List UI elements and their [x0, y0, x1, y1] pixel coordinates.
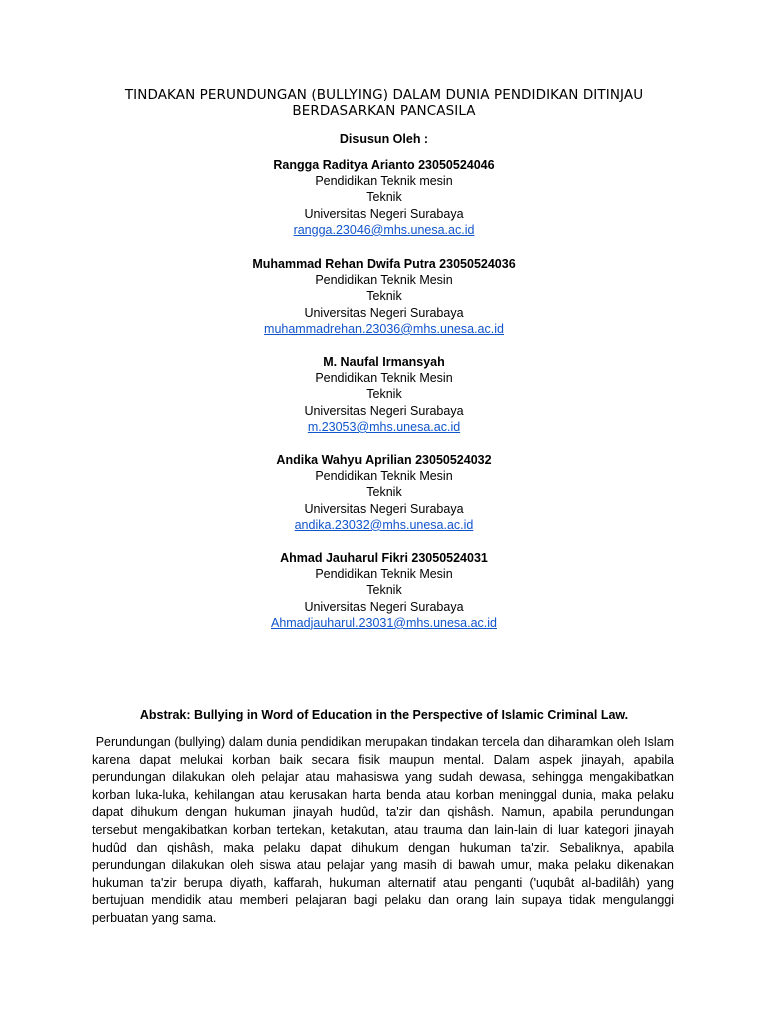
- abstract-label: Abstrak:: [139, 708, 191, 722]
- author-faculty: Teknik: [366, 387, 402, 402]
- paper-title-line-2: BERDASARKAN PANCASILA: [292, 103, 476, 119]
- abstract-heading: [0, 707, 768, 723]
- paper-title-line-1: TINDAKAN PERUNDUNGAN (BULLYING) DALAM DUNIA PENDIDIKAN DITINJAU: [124, 87, 644, 103]
- author-name: Rangga Raditya Arianto 23050524046: [273, 158, 495, 172]
- author-faculty: Teknik: [366, 289, 402, 304]
- author-email-link[interactable]: rangga.23046@mhs.unesa.ac.id: [293, 222, 475, 237]
- author-program: Pendidikan Teknik mesin: [315, 174, 453, 189]
- author-email-link[interactable]: m.23053@mhs.unesa.ac.id: [307, 419, 461, 434]
- author-faculty: Teknik: [366, 583, 402, 598]
- author-block: [0, 550, 768, 631]
- author-email-link[interactable]: muhammadrehan.23036@mhs.unesa.ac.id: [264, 321, 504, 336]
- paper-title: [0, 87, 768, 119]
- author-name: Muhammad Rehan Dwifa Putra 23050524036: [252, 257, 516, 271]
- author-program: Pendidikan Teknik Mesin: [315, 567, 453, 582]
- author-block: [0, 256, 768, 337]
- author-university: Universitas Negeri Surabaya: [304, 403, 464, 418]
- author-name: Andika Wahyu Aprilian 23050524032: [276, 453, 492, 467]
- author-name: Ahmad Jauharul Fikri 23050524031: [280, 551, 488, 565]
- author-email-link[interactable]: Ahmadjauharul.23031@mhs.unesa.ac.id: [270, 615, 498, 630]
- author-block: [0, 452, 768, 533]
- abstract-english-title: Bullying in Word of Education in the Perspective of Islamic Criminal Law.: [194, 708, 629, 722]
- author-email-link[interactable]: andika.23032@mhs.unesa.ac.id: [294, 517, 474, 532]
- author-block: [0, 157, 768, 238]
- author-program: Pendidikan Teknik Mesin: [315, 469, 453, 484]
- author-block: [0, 354, 768, 435]
- abstract-text: Perundungan (bullying) dalam dunia pendidikan merupakan tindakan tercela dan diharamkan oleh Islam karena dapat melukai korban baik secara fisik maupun mental. Dalam aspek jinayah, apabila perundungan dilakukan oleh pelajar atau mahasiswa yang sudah dewasa, sehingga mengakibatkan korban luka-luka, kehilangan atau kerusakan harta benda atau korban meninggal dunia, maka pelaku dapat dihukum dengan hukuman jinayah hudûd, ta'zir dan qishâsh. Namun, apabila perundungan tersebut mengakibatkan korban tertekan, ketakutan, atau trauma dan lain-lain di luar kategori jinayah hudûd dan qishâsh, maka pelaku dapat dihukum dengan hukuman ta'zir. Sebaliknya, apabila perundungan dilakukan oleh siswa atau pelajar yang masih di bawah umur, maka pelaku dikenakan hukuman ta'zir berupa diyath, kaffarah, hukuman alternatif atau penganti ('uqubât al-badilâh) yang bertujuan mendidik atau memberi pelajaran bagi pelaku dan orang lain supaya tidak mengulanggi perbuatan yang sama.: [92, 735, 674, 925]
- author-faculty: Teknik: [366, 485, 402, 500]
- author-name: M. Naufal Irmansyah: [323, 355, 445, 369]
- compiled-by-label: Disusun Oleh :: [339, 132, 429, 146]
- author-university: Universitas Negeri Surabaya: [304, 305, 464, 320]
- author-university: Universitas Negeri Surabaya: [304, 599, 464, 614]
- author-faculty: Teknik: [366, 190, 402, 205]
- author-university: Universitas Negeri Surabaya: [304, 206, 464, 221]
- abstract-body: [92, 734, 674, 928]
- author-university: Universitas Negeri Surabaya: [304, 501, 464, 516]
- author-program: Pendidikan Teknik Mesin: [315, 371, 453, 386]
- author-program: Pendidikan Teknik Mesin: [315, 273, 453, 288]
